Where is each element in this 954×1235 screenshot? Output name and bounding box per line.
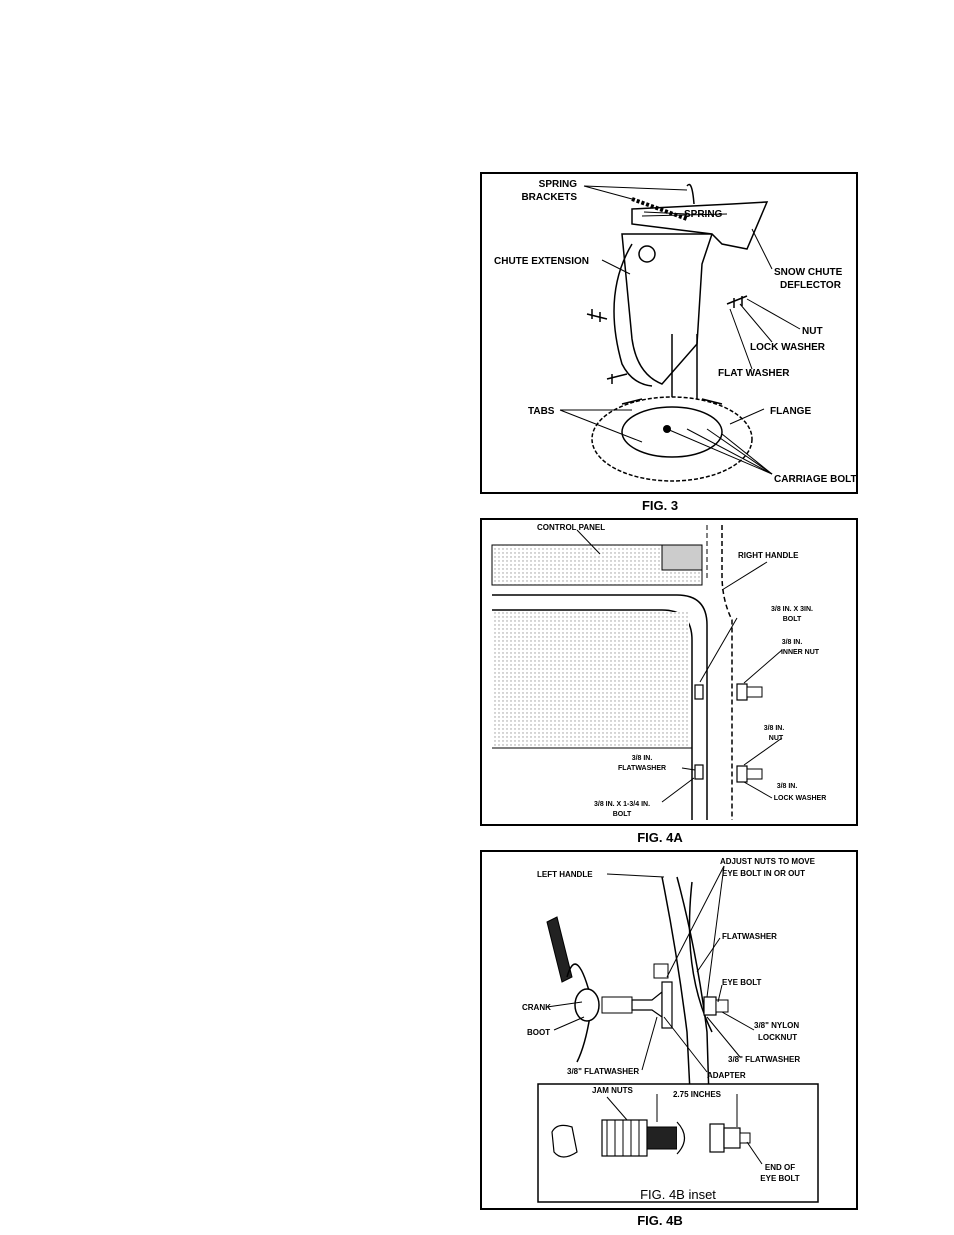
fig4b-label-nylon-1: 3/8" NYLON [754, 1021, 800, 1030]
fig4b-label-boot: BOOT [527, 1028, 551, 1037]
fig4a-label-bolt-short-1: 3/8 IN. X 1-3/4 IN. [593, 801, 651, 808]
fig3-label-tabs: TABS [528, 406, 555, 417]
fig4b-label-crank: CRANK [522, 1003, 551, 1012]
fig3-label-nut: NUT [802, 326, 823, 337]
fig4a-label-nut-2: NUT [768, 735, 784, 742]
fig3-label-spring: SPRING [684, 209, 723, 220]
fig4a-label-lock-washer-2: LOCK WASHER [773, 795, 827, 802]
fig4b-label-adjust-2: EYE BOLT IN OR OUT [722, 869, 805, 878]
fig4a-frame [480, 518, 858, 826]
fig4a-label-flatwasher-2: FLATWASHER [617, 765, 667, 772]
fig4a-label-bolt-3in-2: BOLT [782, 616, 802, 623]
fig4a-label-lock-washer-1: 3/8 IN. [776, 783, 798, 790]
fig3-caption: FIG. 3 [641, 498, 679, 513]
fig4a-label-flatwasher-1: 3/8 IN. [631, 755, 653, 762]
fig3-label-snow-chute-1: SNOW CHUTE [774, 267, 843, 278]
fig4a-label-right-handle: RIGHT HANDLE [738, 551, 799, 560]
fig4b-caption: FIG. 4B [637, 1213, 683, 1228]
fig4b-inset-caption: FIG. 4B inset [640, 1187, 716, 1202]
fig4b-label-adjust-1: ADJUST NUTS TO MOVE [720, 857, 815, 866]
fig3-label-lock-washer: LOCK WASHER [750, 342, 825, 353]
fig4a-label-nut-1: 3/8 IN. [763, 725, 785, 732]
fig4b-label-flatwasher-38: 3/8" FLATWASHER [728, 1055, 801, 1064]
fig3-label-flange: FLANGE [770, 406, 812, 417]
fig4a-caption: FIG. 4A [637, 830, 683, 845]
fig3-label-chute-extension: CHUTE EXTENSION [494, 256, 590, 267]
fig3-label-spring-brackets-2: BRACKETS [521, 192, 577, 203]
fig4b-label-end-2: EYE BOLT [760, 1174, 800, 1183]
fig4b-label-nylon-2: LOCKNUT [758, 1033, 798, 1042]
fig4b-label-left-handle: LEFT HANDLE [537, 870, 593, 879]
fig3-label-flat-washer: FLAT WASHER [718, 368, 790, 379]
fig4a-label-inner-nut-1: 3/8 IN. [781, 639, 803, 646]
fig4a-label-bolt-3in-1: 3/8 IN. X 3IN. [770, 606, 814, 613]
fig3-label-carriage-bolt: CARRIAGE BOLT [774, 474, 857, 485]
fig3-label-spring-brackets-1: SPRING [538, 179, 577, 190]
fig3-label-snow-chute-2: DEFLECTOR [780, 280, 841, 291]
fig3-frame [480, 172, 858, 494]
fig4a-label-control-panel: CONTROL PANEL [537, 523, 606, 532]
fig4a-illustration [482, 520, 860, 828]
fig4b-label-jam-nuts: JAM NUTS [592, 1086, 633, 1095]
fig4a-label-bolt-short-2: BOLT [612, 811, 632, 818]
fig4b-frame [480, 850, 858, 1210]
fig4b-illustration [482, 852, 860, 1212]
fig4b-label-inches: 2.75 INCHES [672, 1090, 722, 1099]
fig4b-label-eye-bolt: EYE BOLT [722, 978, 762, 987]
fig4b-label-adapter: ADAPTER [707, 1071, 746, 1080]
fig3-illustration [482, 174, 860, 496]
fig4a-label-inner-nut-2: INNER NUT [780, 649, 820, 656]
fig4b-label-end-1: END OF [764, 1163, 796, 1172]
fig4b-label-flatwasher: FLATWASHER [722, 932, 777, 941]
fig4b-label-flatwasher-38-left: 3/8" FLATWASHER [567, 1067, 640, 1076]
